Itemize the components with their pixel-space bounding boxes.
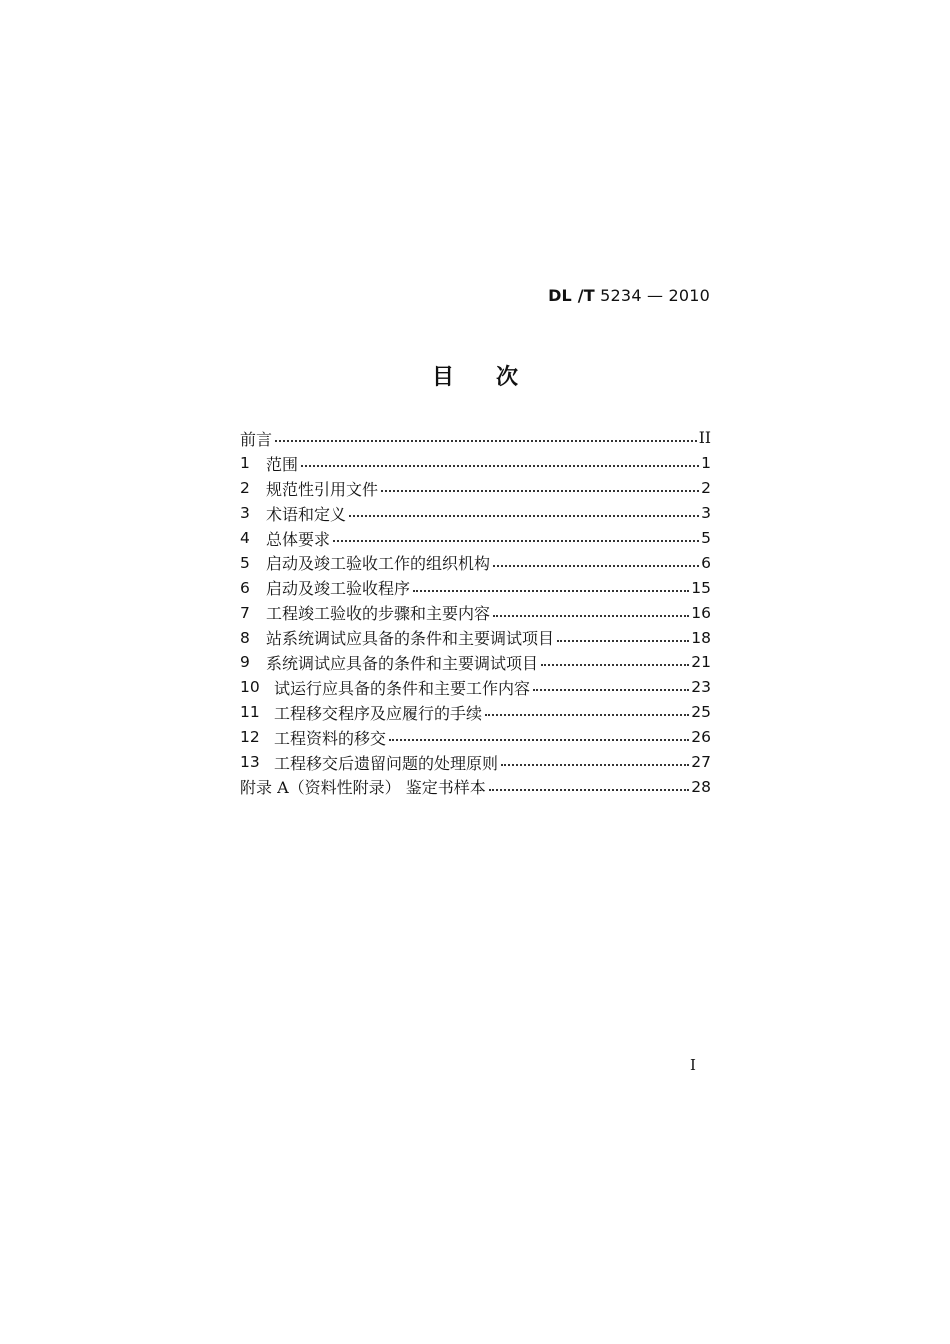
toc-entry-label: 站系统调试应具备的条件和主要调试项目: [266, 629, 555, 649]
toc-entry[interactable]: [240, 675, 711, 700]
toc-dot-leader: [493, 615, 689, 617]
toc-dot-leader: [349, 515, 699, 517]
toc-entry[interactable]: [240, 426, 711, 451]
toc-entry-number: 7: [240, 603, 250, 622]
toc-entry-label: 附录 A（资料性附录） 鉴定书样本: [240, 778, 486, 798]
toc-entry-page: 16: [691, 603, 711, 622]
toc-entry-label: 系统调试应具备的条件和主要调试项目: [266, 653, 539, 673]
toc-entry-label: 前言: [240, 429, 273, 449]
toc-entry-number: 12: [240, 728, 260, 747]
toc-dot-leader: [533, 689, 689, 691]
toc-entry-page: 3: [701, 504, 711, 523]
toc-entry-page: 2: [701, 479, 711, 498]
toc-entry-number: 1: [240, 454, 250, 473]
toc-entry-label: 规范性引用文件: [266, 479, 379, 499]
toc-entry-page: 1: [701, 454, 711, 473]
toc-entry-label: 术语和定义: [266, 504, 347, 524]
toc-dot-leader: [275, 440, 697, 442]
toc-entry-page: 5: [701, 529, 711, 547]
standard-code: [548, 286, 710, 305]
toc-dot-leader: [557, 640, 689, 642]
standard-code-number: 5234 — 2010: [594, 286, 710, 305]
toc-entry[interactable]: [240, 451, 711, 476]
toc-dot-leader: [301, 465, 699, 467]
toc-dot-leader: [489, 789, 690, 791]
toc-entry-label: 工程竣工验收的步骤和主要内容: [266, 604, 491, 624]
toc-dot-leader: [493, 565, 699, 567]
toc-entry[interactable]: [240, 774, 711, 799]
toc-entry[interactable]: [240, 650, 711, 675]
toc-entry[interactable]: [240, 575, 711, 600]
toc-entry-number: 5: [240, 553, 250, 572]
toc-dot-leader: [333, 540, 699, 542]
toc-entry-number: 4: [240, 529, 250, 547]
toc-entry-number: 9: [240, 653, 250, 672]
toc-entry-page: 26: [691, 728, 711, 747]
toc-entry-number: 13: [240, 753, 260, 772]
toc-dot-leader: [501, 764, 689, 766]
toc-entry-label: 启动及竣工验收程序: [266, 579, 411, 599]
toc-entry-page: 27: [691, 753, 711, 772]
toc-dot-leader: [389, 739, 689, 741]
toc-entry[interactable]: [240, 526, 711, 551]
toc-title: 目次: [431, 365, 560, 390]
toc-entry[interactable]: [240, 600, 711, 625]
toc-entry-number: 3: [240, 504, 250, 523]
toc-entry[interactable]: [240, 700, 711, 725]
toc-entry-page: 23: [691, 678, 711, 697]
toc-entry[interactable]: [240, 501, 711, 526]
toc-dot-leader: [413, 590, 689, 592]
toc-entry-number: 2: [240, 479, 250, 498]
toc-entry-label: 工程资料的移交: [274, 728, 387, 748]
page-folio: I: [690, 1056, 696, 1074]
toc-entry-label: 试运行应具备的条件和主要工作内容: [274, 678, 531, 698]
toc-entry-page: 18: [691, 628, 711, 647]
toc-entry-label: 工程移交后遗留问题的处理原则: [274, 753, 499, 773]
toc-list: [240, 426, 711, 799]
toc-entry[interactable]: [240, 750, 711, 775]
toc-entry[interactable]: [240, 476, 711, 501]
toc-dot-leader: [485, 714, 689, 716]
standard-code-prefix: DL /T: [548, 286, 595, 305]
toc-entry[interactable]: [240, 625, 711, 650]
toc-entry-label: 总体要求: [266, 529, 331, 549]
toc-entry-number: 11: [240, 703, 260, 722]
toc-entry-number: 6: [240, 578, 250, 597]
toc-entry-page: 28: [691, 777, 711, 796]
toc-entry-page: 15: [691, 578, 711, 597]
toc-entry-number: 10: [240, 678, 260, 697]
toc-entry-label: 启动及竣工验收工作的组织机构: [266, 554, 491, 574]
toc-dot-leader: [541, 664, 689, 666]
toc-entry[interactable]: [240, 725, 711, 750]
toc-dot-leader: [381, 490, 699, 492]
toc-entry[interactable]: [240, 550, 711, 575]
toc-entry-page: II: [698, 429, 711, 448]
toc-entry-label: 工程移交程序及应履行的手续: [274, 703, 483, 723]
toc-entry-number: 8: [240, 628, 250, 647]
toc-entry-page: 6: [701, 553, 711, 572]
toc-entry-page: 25: [691, 703, 711, 722]
toc-entry-page: 21: [691, 653, 711, 672]
toc-entry-label: 范围: [266, 454, 299, 474]
